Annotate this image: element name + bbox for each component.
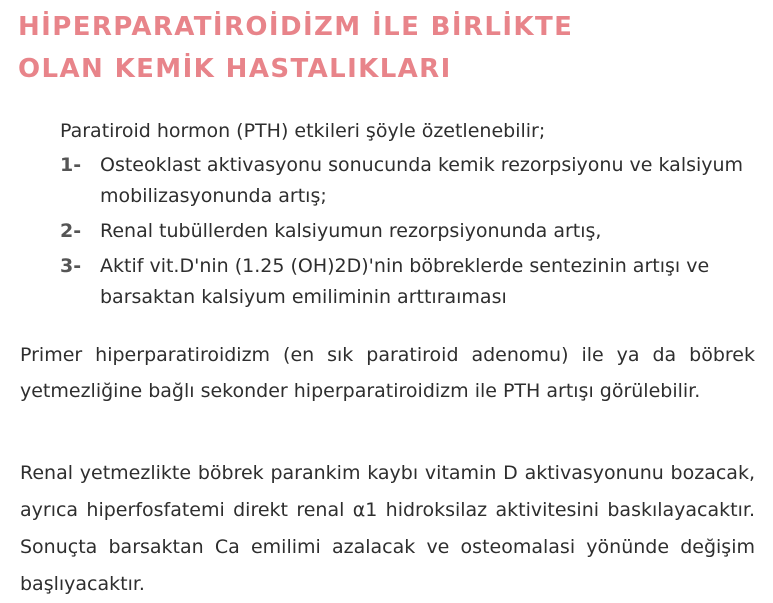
intro-text: Paratiroid hormon (PTH) etkileri şöyle özetlenebilir; bbox=[60, 120, 546, 142]
list-item-text: Osteoklast aktivasyonu sonucunda kemik rezorpsiyonu ve kalsiyum mobilizasyonunda artış; bbox=[100, 154, 744, 207]
page-title bbox=[18, 6, 573, 90]
list-item-text: Renal tubüllerden kalsiyumun rezorpsiyonunda artış, bbox=[100, 220, 602, 242]
list-number: 2- bbox=[60, 220, 82, 242]
paragraph-primary: Primer hiperparatiroidizm (en sık paratiroid adenomu) ile ya da böbrek yetmezliğine bağlı sekonder hiperparatiroidizm ile PTH artışı görülebilir. bbox=[20, 344, 755, 402]
list-number: 3- bbox=[60, 255, 82, 277]
list-number: 1- bbox=[60, 154, 82, 176]
list-item bbox=[60, 150, 760, 212]
title-line-2: OLAN KEMİK HASTALIKLARI bbox=[18, 54, 452, 84]
effects-list bbox=[60, 150, 760, 313]
paragraph-renal: Renal yetmezlikte böbrek parankim kaybı vitamin D aktivasyonunu bozacak, ayrıca hiperfosfatemi direkt renal α1 hidroksilaz aktivitesini baskılayacaktır. Sonuçta barsaktan Ca emilimi azalacak ve osteomalasi yönünde değişim başlıyacaktır. bbox=[20, 462, 755, 595]
list-item bbox=[60, 216, 760, 247]
list-item-text: Aktif vit.D'nin (1.25 (OH)2D)'nin böbreklerde sentezinin artışı ve barsaktan kalsiyum emiliminin arttıraıması bbox=[100, 255, 710, 308]
list-item bbox=[60, 251, 760, 313]
title-line-1: HİPERPARATİROİDİZM İLE BİRLİKTE bbox=[18, 12, 574, 42]
